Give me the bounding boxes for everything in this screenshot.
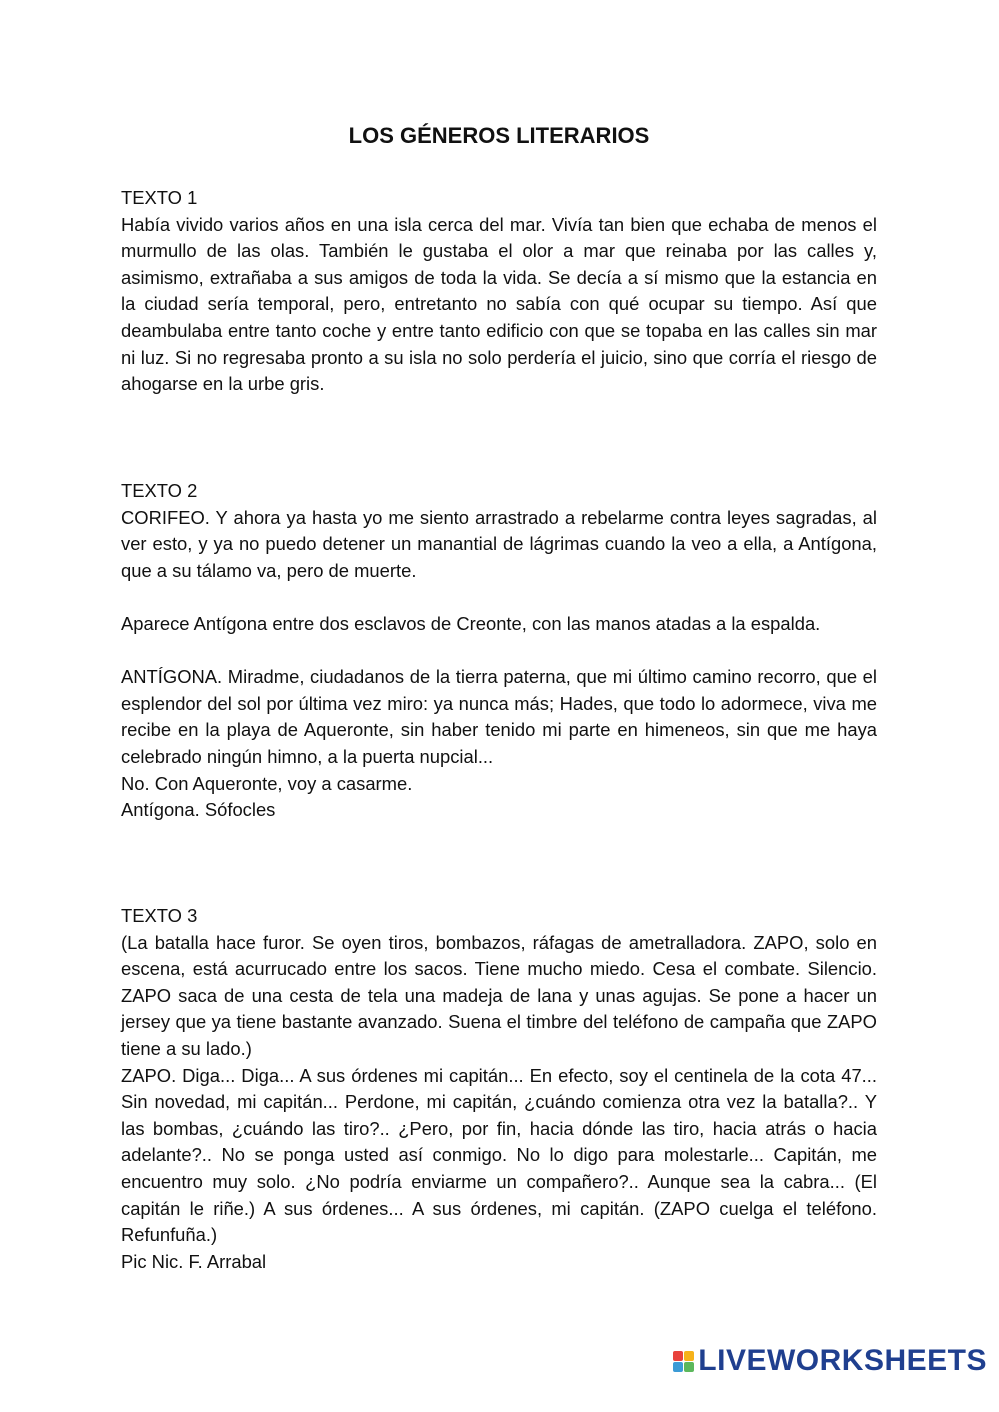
texto-3-heading: TEXTO 3 [121,905,198,926]
texto-2-acotacion: Aparece Antígona entre dos esclavos de Creonte, con las manos atadas a la espalda. [121,612,821,634]
texto-1-section [121,185,877,398]
texto-2-antigona-end: No. Con Aqueronte, voy a casarme. [121,772,413,794]
liveworksheets-brand: LIVEWORKSHEETS [698,1344,987,1377]
texto-3-zapo: ZAPO. Diga... Diga... A sus órdenes mi capitán... En efecto, soy el centinela de la cota 47... Sin novedad, mi capitán... Perdone, mi capitán, ¿cuándo comienza otra vez la batalla?.. Y las bombas, ¿cuándo las tiro?.. ¿Pero, por fin, hacia dónde las tiro, hacia atrás o hacia adelante?.. No se ponga usted así conmigo. No lo digo para molestarle... Capitán, me encuentro muy solo. ¿No podría enviarme un compañero?.. Aunque sea la cabra... (El capitán le riñe.) A sus órdenes... A sus órdenes, mi capitán. (ZAPO cuelga el teléfono. Refunfuña.) [121,1064,877,1246]
page-title: LOS GÉNEROS LITERARIOS [348,123,650,148]
texto-1-body: Había vivido varios años en una isla cerca del mar. Vivía tan bien que echaba de menos el murmullo de las olas. También le gustaba el olor a mar que reinaba por las calles y, asimismo, extrañaba a sus amigos de toda la vida. Se decía a sí mismo que la estancia en la ciudad sería temporal, pero, entretanto no sabía con qué ocupar su tiempo. Así que deambulaba entre tanto coche y entre tanto edificio con que se topaba en las calles sin mar ni luz. Si no regresaba pronto a su isla no solo perdería el juicio, sino que corría el riesgo de ahogarse en la urbe gris. [121,213,877,395]
texto-3-section [121,903,877,1275]
liveworksheets-logo-icon [673,1351,694,1372]
texto-1-heading: TEXTO 1 [121,187,198,208]
liveworksheets-footer [673,1343,987,1379]
texto-2-corifeo: CORIFEO. Y ahora ya hasta yo me siento arrastrado a rebelarme contra leyes sagradas, al ver esto, y ya no puedo detener un manantial de lágrimas cuando la veo a ella, a Antígona, que a su tálamo va, pero de muerte. [121,506,877,581]
texto-2-source: Antígona. Sófocles [121,799,276,821]
texto-3-acotacion: (La batalla hace furor. Se oyen tiros, bombazos, ráfagas de ametralladora. ZAPO, solo en escena, está acurrucado entre los sacos. Tiene mucho miedo. Cesa el combate. Silencio. ZAPO saca de una cesta de tela una madeja de lana y unas agujas. Se pone a hacer un jersey que ya tiene bastante avanzado. Suena el timbre del teléfono de campaña que ZAPO tiene a su lado.) [121,931,877,1059]
texto-3-source: Pic Nic. F. Arrabal [121,1250,267,1272]
texto-2-section [121,478,877,824]
texto-2-heading: TEXTO 2 [121,480,198,501]
texto-2-antigona: ANTÍGONA. Miradme, ciudadanos de la tierra paterna, que mi último camino recorro, que el esplendor del sol por última vez miro: ya nunca más; Hades, que todo lo adormece, viva me recibe en la playa de Aqueronte, sin haber tenido mi parte en himeneos, sin que me haya celebrado ningún himno, a la puerta nupcial... [121,666,877,767]
